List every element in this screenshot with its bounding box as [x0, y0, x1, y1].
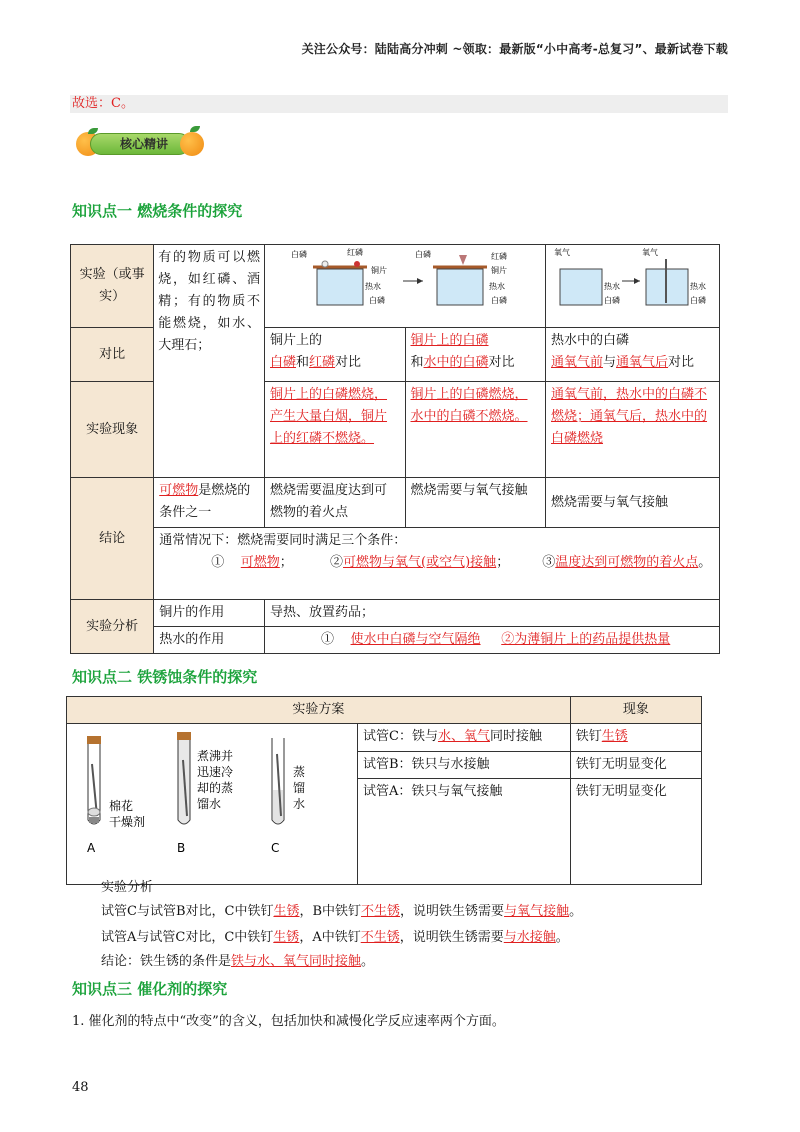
- svg-text:却的蒸: 却的蒸: [197, 781, 234, 795]
- compare-1-line1: 铜片上的: [270, 333, 323, 348]
- analysis-3-red: 铁与水、氧气同时接触: [231, 954, 362, 969]
- compare-1-red-b: 红磷: [309, 355, 336, 370]
- tube-a-desc: 试管A：铁只与氧气接触: [358, 779, 571, 885]
- condition-text: 有的物质可以燃烧，如红磷、酒精；有的物质不能燃烧，如水、大理石；: [154, 245, 265, 478]
- analysis-1-c: ，说明铁生锈需要: [400, 904, 505, 919]
- section-1-title: 知识点一 燃烧条件的探究: [72, 202, 243, 220]
- tube-b-phen: 铁钉无明显变化: [570, 751, 701, 779]
- svg-text:白磷: 白磷: [604, 296, 620, 305]
- analysis-2-red-1: 生锈: [273, 930, 300, 945]
- water-role-desc: [265, 627, 720, 654]
- compare-cell-3: [546, 328, 720, 382]
- svg-text:B: B: [177, 841, 186, 855]
- analysis-2-b: ，A中铁钉: [299, 930, 361, 945]
- compare-3-line2: [551, 352, 714, 374]
- header-plan: 实验方案: [67, 697, 571, 724]
- analysis-title: 实验分析: [101, 880, 154, 895]
- catalyst-note: 1. 催化剂的特点中“改变”的含义，包括加快和减慢化学反应速率两个方面。: [72, 1014, 505, 1029]
- svg-text:水: 水: [293, 797, 306, 811]
- general-text: 通常情况下：燃烧需要同时满足三个条件：: [159, 533, 407, 548]
- svg-text:馏水: 馏水: [197, 797, 222, 811]
- cond-3: 温度达到可燃物的着火点: [555, 555, 699, 570]
- section-2-title: 知识点二 铁锈蚀条件的探究: [72, 668, 258, 686]
- copper-role-desc: 导热、放置药品；: [265, 600, 720, 627]
- analysis-1-red-2: 不生锈: [361, 904, 401, 919]
- tube-c-red: 水、氧气: [437, 729, 490, 744]
- compare-2-line1: 铜片上的白磷: [410, 333, 489, 348]
- svg-text:白磷: 白磷: [415, 250, 431, 259]
- tube-c-phen-a: 铁钉: [575, 729, 602, 744]
- compare-1-and: 和: [296, 355, 310, 370]
- compare-2-red: 水中的白磷: [423, 355, 489, 370]
- phenomenon-cell-3: [546, 382, 720, 478]
- svg-text:氧气: 氧气: [554, 248, 570, 257]
- svg-text:白磷: 白磷: [690, 296, 706, 305]
- svg-text:迅速冷: 迅速冷: [197, 765, 234, 779]
- answer-bar: [70, 95, 728, 113]
- row-label-phenomenon: 实验现象: [71, 382, 154, 478]
- copper-role-label: 铜片的作用: [154, 600, 265, 627]
- page-header: 关注公众号：陆陆高分冲刺 ~领取：最新版“小中高考-总复习”、最新试卷下载: [301, 42, 728, 56]
- test-tube-figure-cell: [67, 724, 358, 885]
- leaf-right-icon: [190, 126, 200, 132]
- compare-cell-2: [405, 328, 546, 382]
- tube-c-a: 试管C：铁与: [363, 729, 438, 744]
- compare-3-with: 与: [603, 355, 617, 370]
- phenomenon-cell-1: [265, 382, 406, 478]
- water-role-2: ②为薄铜片上的药品提供热量: [501, 632, 671, 647]
- analysis-line-3: [101, 952, 374, 972]
- orange-right-icon: [180, 132, 204, 156]
- svg-text:热水: 热水: [489, 282, 505, 291]
- analysis-1-b: ，B中铁钉: [299, 904, 362, 919]
- analysis-2-red-3: 与水接触: [503, 930, 556, 945]
- tube-c-b: 同时接触: [489, 729, 542, 744]
- conclusion-cell-2: 燃烧需要与氧气接触: [405, 478, 546, 528]
- analysis-1-a: 试管C与试管B对比，C中铁钉: [101, 904, 274, 919]
- phenomenon-2: 铜片上的白磷燃烧，水中的白磷不燃烧。: [410, 387, 528, 424]
- page-number: 48: [72, 1080, 89, 1095]
- cond-1-sep: ；: [279, 555, 293, 570]
- conclusion-cell-0: [154, 478, 265, 528]
- test-tubes-figure: [67, 724, 357, 876]
- cond-2-num: ②: [330, 555, 344, 570]
- compare-3-suffix: 对比: [668, 355, 695, 370]
- cond-2: 可燃物与氧气(或空气)接触: [343, 555, 497, 570]
- conclusion-0-red: 可燃物: [159, 483, 199, 498]
- svg-text:热水: 热水: [604, 282, 620, 291]
- conclusion-cell-3: 燃烧需要与氧气接触: [546, 478, 720, 528]
- analysis-3-a: 结论：铁生锈的条件是: [101, 954, 232, 969]
- section-3-title: 知识点三 催化剂的探究: [72, 980, 228, 998]
- row-label-conclusion: 结论: [71, 478, 154, 600]
- phenomenon-1: 铜片上的白磷燃烧，产生大量白烟，铜片上的红磷不燃烧。: [270, 387, 388, 446]
- figure-phosphorus-cells: [265, 245, 546, 328]
- rust-table: [66, 696, 702, 885]
- water-role-1-num: ①: [321, 632, 335, 647]
- tube-b-desc: 试管B：铁只与水接触: [358, 751, 571, 779]
- svg-text:白磷: 白磷: [291, 250, 307, 259]
- svg-text:白磷: 白磷: [491, 296, 507, 305]
- cond-3-num: ③: [542, 555, 556, 570]
- svg-text:干燥剂: 干燥剂: [109, 815, 146, 829]
- cond-2-sep: ；: [496, 555, 510, 570]
- compare-2-and: 和: [410, 355, 424, 370]
- conclusion-general-cell: [154, 528, 720, 600]
- svg-text:铜片: 铜片: [371, 266, 387, 275]
- compare-1-suffix: 对比: [335, 355, 362, 370]
- core-badge: [76, 124, 206, 160]
- cond-1-num: ①: [211, 555, 225, 570]
- phenomenon-3: 通氧气前，热水中的白磷不燃烧；通氧气后，热水中的白磷燃烧: [551, 387, 708, 446]
- cond-1: 可燃物: [240, 555, 280, 570]
- compare-3-red-a: 通氧气前: [551, 355, 604, 370]
- analysis-1-d: 。: [569, 904, 583, 919]
- svg-text:红磷: 红磷: [347, 248, 363, 257]
- phenomenon-cell-2: [405, 382, 546, 478]
- header-phenomenon: 现象: [570, 697, 701, 724]
- analysis-2-d: 。: [555, 930, 569, 945]
- compare-3-red-b: 通氧气后: [616, 355, 669, 370]
- analysis-2-a: 试管A与试管C对比，C中铁钉: [101, 930, 274, 945]
- analysis-1-red-3: 与氧气接触: [504, 904, 570, 919]
- water-role-label: 热水的作用: [154, 627, 265, 654]
- svg-text:铜片: 铜片: [491, 266, 507, 275]
- compare-2-suffix: 对比: [488, 355, 515, 370]
- answer-text: 故选：C。: [72, 96, 134, 111]
- tube-c-desc: [358, 724, 571, 752]
- svg-text:蒸: 蒸: [293, 765, 306, 779]
- compare-1-red-a: 白磷: [270, 355, 297, 370]
- tube-c-phen: [570, 724, 701, 752]
- water-role-1: 使水中白磷与空气隔绝: [350, 632, 481, 647]
- svg-text:C: C: [271, 841, 280, 855]
- svg-text:A: A: [87, 841, 96, 855]
- svg-text:红磷: 红磷: [491, 252, 507, 261]
- conclusion-0-rest: 是燃烧的条件之一: [159, 483, 251, 520]
- svg-text:白磷: 白磷: [369, 296, 385, 305]
- tube-a-phen: 铁钉无明显变化: [570, 779, 701, 885]
- cond-3-end: 。: [698, 555, 712, 570]
- compare-cell-1: [265, 328, 406, 382]
- compare-1-line2: [270, 352, 400, 374]
- tube-c-phen-red: 生锈: [601, 729, 628, 744]
- figure-oxygen-cell: [546, 245, 720, 328]
- compare-2-line2: [411, 352, 541, 374]
- svg-text:热水: 热水: [690, 282, 706, 291]
- badge-label: 核心精讲: [119, 137, 168, 151]
- analysis-2-red-2: 不生锈: [360, 930, 400, 945]
- analysis-line-1: [101, 902, 582, 922]
- compare-3-line1: 热水中的白磷: [551, 333, 630, 348]
- analysis-2-c: ，说明铁生锈需要: [399, 930, 504, 945]
- badge-pill: [90, 133, 190, 155]
- conclusion-cell-1: 燃烧需要温度达到可燃物的着火点: [265, 478, 406, 528]
- analysis-1-red-1: 生锈: [273, 904, 300, 919]
- svg-text:热水: 热水: [365, 282, 381, 291]
- row-label-analysis: 实验分析: [71, 600, 154, 654]
- analysis-3-b: 。: [361, 954, 375, 969]
- phosphorus-apparatus-figure: [265, 245, 545, 319]
- row-label-compare: 对比: [71, 328, 154, 382]
- three-conditions: [159, 552, 714, 574]
- svg-text:氧气: 氧气: [642, 248, 658, 257]
- row-label-experiment: 实验（或事实）: [71, 245, 154, 328]
- svg-text:馏: 馏: [293, 781, 306, 795]
- analysis-line-2: [101, 928, 569, 948]
- combustion-table: [70, 244, 720, 654]
- svg-text:棉花: 棉花: [109, 799, 134, 813]
- oxygen-apparatus-figure: [546, 245, 718, 319]
- svg-text:煮沸并: 煮沸并: [197, 749, 234, 763]
